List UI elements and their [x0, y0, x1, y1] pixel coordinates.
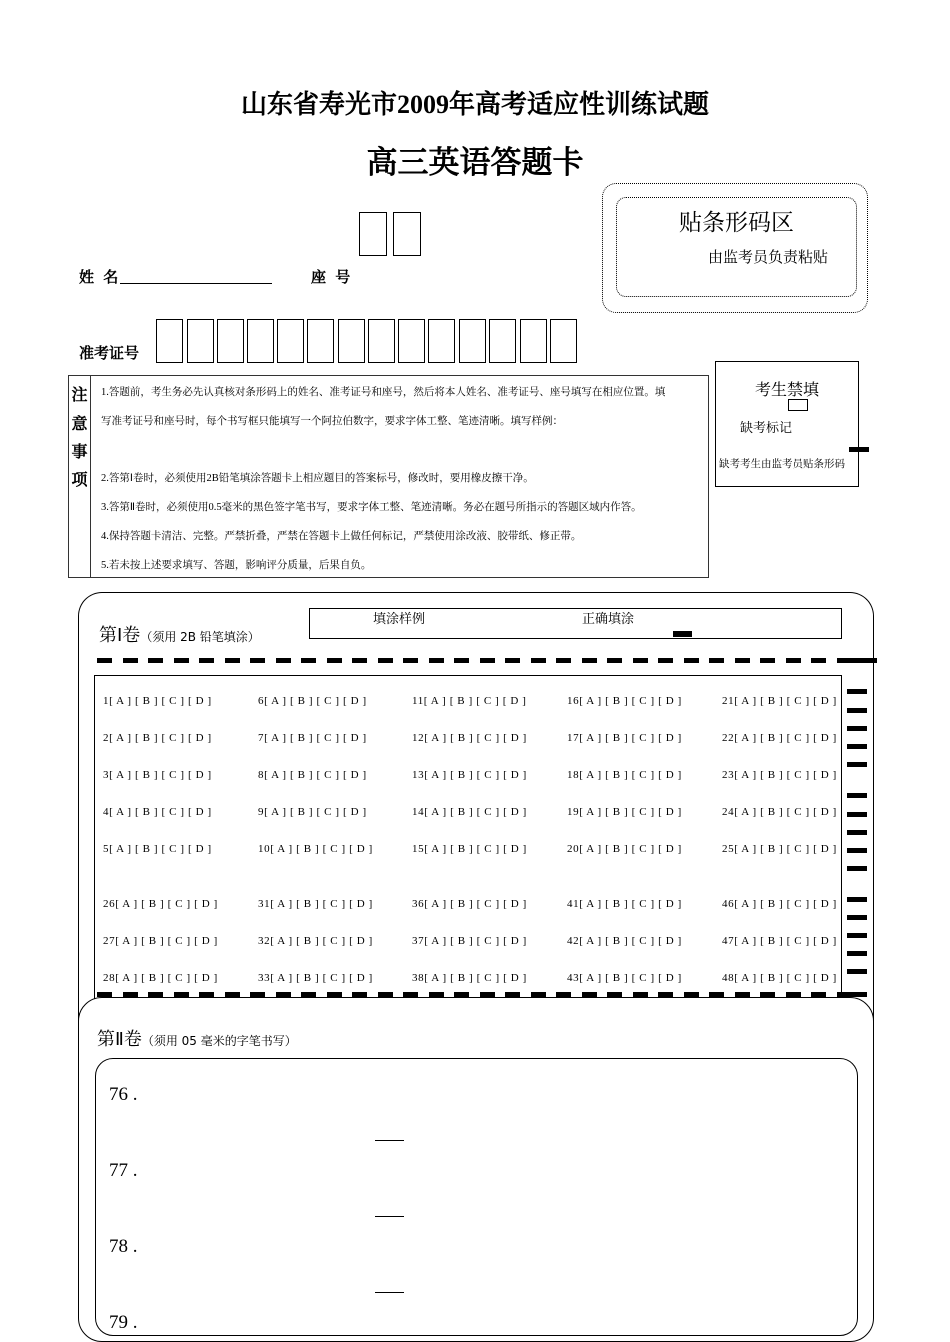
exam-number-digit-box[interactable] [550, 319, 577, 363]
name-field[interactable] [120, 283, 272, 284]
answer-card-title: 高三英语答题卡 [366, 145, 584, 180]
timing-mark [847, 933, 867, 938]
timing-mark [847, 744, 867, 749]
notice-line: 3.答第Ⅱ卷时，必须使用0.5毫米的黑色签字笔书写，要求字体工整、笔迹清晰。务必在题号所指示的答题区域内作答。 [101, 502, 642, 513]
exam-number-digit-box[interactable] [247, 319, 274, 363]
answer-option-row[interactable]: 8[ A ] [ B ] [ C ] [ D ] [258, 769, 367, 781]
dash-segment [658, 658, 673, 663]
dash-segment [378, 658, 393, 663]
question-number: 77 . [109, 1160, 138, 1181]
timing-mark [847, 951, 867, 956]
answer-option-row[interactable]: 27[ A ] [ B ] [ C ] [ D ] [103, 935, 218, 947]
answer-option-row[interactable]: 5[ A ] [ B ] [ C ] [ D ] [103, 843, 212, 855]
dash-segment [327, 658, 342, 663]
exam-number-digit-box[interactable] [217, 319, 244, 363]
answer-option-row[interactable]: 48[ A ] [ B ] [ C ] [ D ] [722, 972, 837, 984]
answer-option-row[interactable]: 11[ A ] [ B ] [ C ] [ D ] [412, 695, 527, 707]
dash-segment [556, 658, 571, 663]
timing-mark [847, 708, 867, 713]
dash-segment [633, 658, 648, 663]
exam-number-digit-box[interactable] [398, 319, 425, 363]
dash-segment [709, 658, 724, 663]
dash-segment [199, 658, 214, 663]
part2-answer-area[interactable] [95, 1058, 858, 1336]
answer-option-row[interactable]: 17[ A ] [ B ] [ C ] [ D ] [567, 732, 682, 744]
timing-mark [847, 762, 867, 767]
notice-line: 5.若未按上述要求填写、答题，影响评分质量，后果自负。 [101, 560, 372, 571]
answer-option-row[interactable]: 13[ A ] [ B ] [ C ] [ D ] [412, 769, 527, 781]
dash-segment [480, 658, 495, 663]
question-number: 76 . [109, 1084, 138, 1105]
timing-mark [847, 658, 867, 663]
answer-option-row[interactable]: 28[ A ] [ B ] [ C ] [ D ] [103, 972, 218, 984]
answer-option-row[interactable]: 24[ A ] [ B ] [ C ] [ D ] [722, 806, 837, 818]
dash-segment [454, 658, 469, 663]
question-number: 78 . [109, 1236, 138, 1257]
absent-mark-label: 缺考标记 [740, 421, 793, 436]
seat-digit-box[interactable] [359, 212, 387, 256]
dash-segment [174, 658, 189, 663]
notice-heading-char: 意 [71, 414, 88, 433]
absent-mark-checkbox[interactable] [788, 399, 808, 411]
answer-option-row[interactable]: 36[ A ] [ B ] [ C ] [ D ] [412, 898, 527, 910]
exam-number-label: 准考证号 [79, 344, 140, 362]
timing-mark [847, 830, 867, 835]
exam-number-digit-box[interactable] [187, 319, 214, 363]
part2-subtitle: （须用 05 毫米的字笔书写） [141, 1034, 297, 1048]
answer-option-row[interactable]: 3[ A ] [ B ] [ C ] [ D ] [103, 769, 212, 781]
answer-option-row[interactable]: 10[ A ] [ B ] [ C ] [ D ] [258, 843, 373, 855]
absent-note: 缺考考生由监考员贴条形码 [719, 458, 845, 470]
timing-mark [847, 897, 867, 902]
answer-option-row[interactable]: 21[ A ] [ B ] [ C ] [ D ] [722, 695, 837, 707]
timing-mark [847, 726, 867, 731]
exam-number-digit-box[interactable] [520, 319, 547, 363]
exam-number-digit-box[interactable] [307, 319, 334, 363]
part2-title [97, 1025, 297, 1051]
dash-segment [582, 658, 597, 663]
name-label: 姓 名 [79, 268, 121, 286]
answer-option-row[interactable]: 20[ A ] [ B ] [ C ] [ D ] [567, 843, 682, 855]
exam-number-digit-box[interactable] [428, 319, 455, 363]
answer-option-row[interactable]: 33[ A ] [ B ] [ C ] [ D ] [258, 972, 373, 984]
dash-segment [403, 658, 418, 663]
notice-line: 2.答第Ⅰ卷时，必须使用2B铅笔填涂答题卡上相应题目的答案标号，修改时，要用橡皮擦干净。 [101, 473, 534, 484]
timing-mark [847, 812, 867, 817]
part1-title [99, 621, 260, 647]
answer-option-row[interactable]: 31[ A ] [ B ] [ C ] [ D ] [258, 898, 373, 910]
dash-segment [760, 658, 775, 663]
exam-number-digit-box[interactable] [459, 319, 486, 363]
answer-option-row[interactable]: 1[ A ] [ B ] [ C ] [ D ] [103, 695, 212, 707]
correct-fill-mark [673, 631, 692, 637]
dash-segment [123, 658, 138, 663]
dash-segment [148, 658, 163, 663]
barcode-area-note: 由监考员负责粘贴 [708, 248, 829, 266]
fill-sample-label: 填涂样例 [373, 612, 426, 627]
timing-mark [847, 793, 867, 798]
dash-segment [607, 658, 622, 663]
seat-digit-box[interactable] [393, 212, 421, 256]
exam-number-digit-box[interactable] [338, 319, 365, 363]
timing-mark [847, 915, 867, 920]
answer-option-row[interactable]: 26[ A ] [ B ] [ C ] [ D ] [103, 898, 218, 910]
answer-option-row[interactable]: 25[ A ] [ B ] [ C ] [ D ] [722, 843, 837, 855]
timing-mark [847, 848, 867, 853]
dash-segment [786, 658, 801, 663]
dash-segment [735, 658, 750, 663]
answer-option-row[interactable]: 42[ A ] [ B ] [ C ] [ D ] [567, 935, 682, 947]
answer-option-row[interactable]: 41[ A ] [ B ] [ C ] [ D ] [567, 898, 682, 910]
answer-option-row[interactable]: 43[ A ] [ B ] [ C ] [ D ] [567, 972, 682, 984]
answer-option-row[interactable]: 15[ A ] [ B ] [ C ] [ D ] [412, 843, 527, 855]
timing-mark [849, 447, 869, 452]
dash-segment [250, 658, 265, 663]
timing-mark [847, 689, 867, 694]
notice-line: 4.保持答题卡清洁、完整。严禁折叠，严禁在答题卡上做任何标记，严禁使用涂改液、胶带纸、修正带。 [101, 531, 582, 542]
answer-line [375, 1216, 404, 1217]
part1-title-text: 第Ⅰ卷 [99, 625, 141, 646]
answer-option-row[interactable]: 23[ A ] [ B ] [ C ] [ D ] [722, 769, 837, 781]
answer-option-row[interactable]: 46[ A ] [ B ] [ C ] [ D ] [722, 898, 837, 910]
absent-box-title: 考生禁填 [754, 380, 819, 399]
answer-option-row[interactable]: 38[ A ] [ B ] [ C ] [ D ] [412, 972, 527, 984]
answer-option-row[interactable]: 22[ A ] [ B ] [ C ] [ D ] [722, 732, 837, 744]
answer-option-row[interactable]: 9[ A ] [ B ] [ C ] [ D ] [258, 806, 367, 818]
part2-title-text: 第Ⅱ卷 [97, 1029, 142, 1050]
notice-line: 写准考证号和座号时，每个书写框只能填写一个阿拉伯数字，要求字体工整、笔迹清晰。填写样例： [101, 416, 563, 427]
dash-segment [505, 658, 520, 663]
exam-number-digit-box[interactable] [277, 319, 304, 363]
answer-option-row[interactable]: 18[ A ] [ B ] [ C ] [ D ] [567, 769, 682, 781]
dash-segment [429, 658, 444, 663]
dash-segment [684, 658, 699, 663]
exam-number-digit-box[interactable] [156, 319, 183, 363]
barcode-area-title: 贴条形码区 [679, 210, 794, 236]
timing-mark [847, 866, 867, 871]
answer-option-row[interactable]: 16[ A ] [ B ] [ C ] [ D ] [567, 695, 682, 707]
dash-segment [352, 658, 367, 663]
part1-subtitle: （须用 2B 铅笔填涂） [140, 630, 260, 644]
dash-segment [276, 658, 291, 663]
answer-option-row[interactable]: 19[ A ] [ B ] [ C ] [ D ] [567, 806, 682, 818]
notice-heading-char: 事 [71, 442, 88, 461]
answer-option-row[interactable]: 14[ A ] [ B ] [ C ] [ D ] [412, 806, 527, 818]
answer-option-row[interactable]: 12[ A ] [ B ] [ C ] [ D ] [412, 732, 527, 744]
dash-segment [225, 658, 240, 663]
answer-option-row[interactable]: 4[ A ] [ B ] [ C ] [ D ] [103, 806, 212, 818]
notice-heading-char: 注 [71, 385, 88, 404]
seat-label: 座 号 [311, 268, 353, 286]
question-number: 79 . [109, 1312, 138, 1333]
answer-option-row[interactable]: 47[ A ] [ B ] [ C ] [ D ] [722, 935, 837, 947]
answer-line [375, 1292, 404, 1293]
answer-option-row[interactable]: 6[ A ] [ B ] [ C ] [ D ] [258, 695, 367, 707]
answer-option-row[interactable]: 32[ A ] [ B ] [ C ] [ D ] [258, 935, 373, 947]
dash-segment [811, 658, 826, 663]
document-title: 山东省寿光市2009年高考适应性训练试题 [240, 90, 709, 119]
notice-line: 1.答题前，考生务必先认真核对条形码上的姓名、准考证号和座号，然后将本人姓名、准考证号、座号填写在相应位置。填 [101, 387, 666, 398]
answer-option-row[interactable]: 2[ A ] [ B ] [ C ] [ D ] [103, 732, 212, 744]
timing-mark [847, 969, 867, 974]
dash-segment [301, 658, 316, 663]
answer-line [375, 1140, 404, 1141]
exam-number-digit-box[interactable] [489, 319, 516, 363]
exam-number-digit-box[interactable] [368, 319, 395, 363]
answer-option-row[interactable]: 7[ A ] [ B ] [ C ] [ D ] [258, 732, 367, 744]
notice-heading-char: 项 [71, 470, 88, 489]
dash-segment [97, 658, 112, 663]
dash-segment [531, 658, 546, 663]
correct-fill-label: 正确填涂 [582, 612, 635, 627]
notice-heading [68, 375, 91, 578]
answer-option-row[interactable]: 37[ A ] [ B ] [ C ] [ D ] [412, 935, 527, 947]
